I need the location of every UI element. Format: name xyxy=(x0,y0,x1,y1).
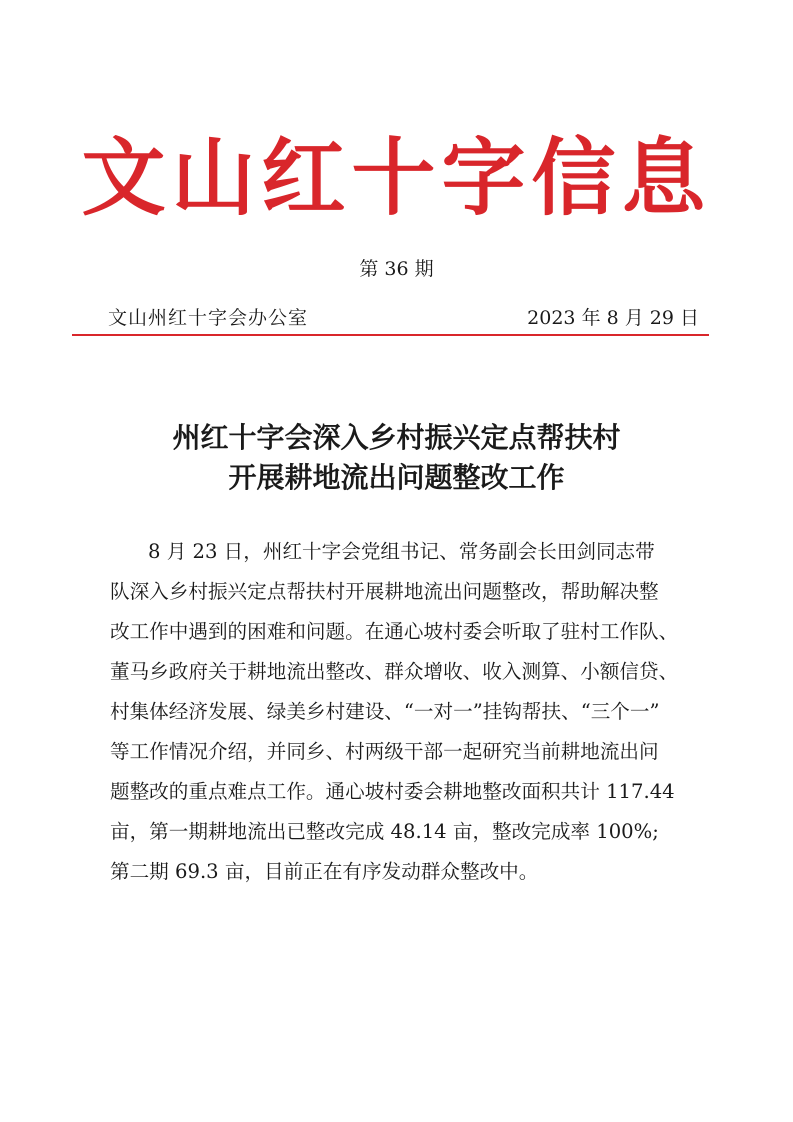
issue-number: 第 36 期 xyxy=(359,258,434,280)
body-line: 村集体经济发展、绿美乡村建设、“一对一”挂钩帮扶、“三个一” xyxy=(110,700,660,723)
body-line: 董马乡政府关于耕地流出整改、群众增收、收入测算、小额信贷、 xyxy=(110,660,679,683)
article-body xyxy=(110,532,710,892)
body-line: 队深入乡村振兴定点帮扶村开展耕地流出问题整改，帮助解决整 xyxy=(110,580,659,603)
issue-date: 2023 年 8 月 29 日 xyxy=(527,307,699,329)
article-headline xyxy=(0,418,793,498)
body-line: 8 月 23 日，州红十字会党组书记、常务副会长田剑同志带 xyxy=(148,540,655,563)
issuing-office: 文山州红十字会办公室 xyxy=(108,307,309,329)
masthead-title: 文山红十字信息 xyxy=(81,128,712,227)
body-line: 第二期 69.3 亩，目前正在有序发动群众整改中。 xyxy=(110,860,539,883)
body-line: 亩，第一期耕地流出已整改完成 48.14 亩，整改完成率 100%; xyxy=(110,820,659,843)
header-rule xyxy=(72,334,709,336)
body-line: 改工作中遇到的困难和问题。在通心坡村委会听取了驻村工作队、 xyxy=(110,620,679,643)
body-line: 题整改的重点难点工作。通心坡村委会耕地整改面积共计 117.44 xyxy=(110,780,675,803)
headline-line-2: 开展耕地流出问题整改工作 xyxy=(228,461,565,494)
body-line: 等工作情况介绍，并同乡、村两级干部一起研究当前耕地流出问 xyxy=(110,740,659,763)
headline-line-1: 州红十字会深入乡村振兴定点帮扶村 xyxy=(172,421,621,454)
